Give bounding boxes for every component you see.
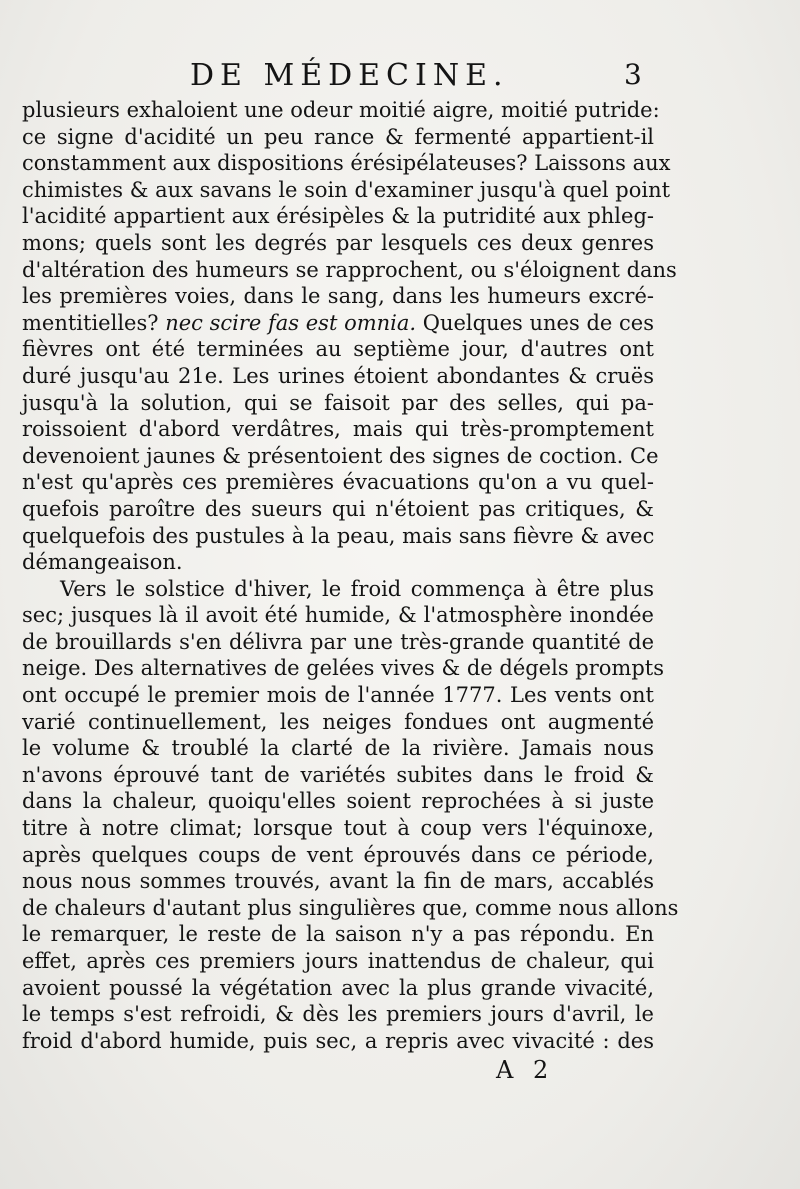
page-number: 3	[624, 58, 642, 91]
text-segment: mentitielles?	[22, 310, 159, 335]
text-line: duré jusqu'au 21e. Les urines étoient abondantes & cruës	[22, 363, 654, 388]
text-line: froid d'abord humide, puis sec, a repris avec vivacité : des	[22, 1028, 654, 1053]
text-line: le remarquer, le reste de la saison n'y a pas répondu. En	[22, 922, 654, 947]
text-line: ont occupé le premier mois de l'année 1777. Les vents ont	[22, 683, 654, 708]
text-line: dans la chaleur, quoiqu'elles soient reprochées à si juste	[22, 789, 654, 814]
text-line: n'avons éprouvé tant de variétés subites dans le froid &	[22, 762, 654, 787]
text-line: l'acidité appartient aux érésipèles & la putridité aux phleg-	[22, 204, 654, 229]
text-line: ce signe d'acidité un peu rance & fermenté appartient-il	[22, 124, 654, 149]
text-line: constamment aux dispositions érésipélateuses? Laissons aux	[22, 151, 671, 176]
text-line: les premières voies, dans le sang, dans les humeurs excré-	[22, 284, 654, 309]
text-line: chimistes & aux savans le soin d'examiner jusqu'à quel point	[22, 177, 671, 202]
text-line: mons; quels sont les degrés par lesquels ces deux genres	[22, 230, 654, 255]
text-line-mixed	[22, 310, 654, 337]
text-line: d'altération des humeurs se rapprochent, ou s'éloignent dans	[22, 257, 677, 282]
text-line: plusieurs exhaloient une odeur moitié aigre, moitié putride:	[22, 98, 660, 122]
text-line: quefois paroître des sueurs qui n'étoient pas critiques, &	[22, 496, 654, 521]
text-line: roissoient d'abord verdâtres, mais qui très-promptement	[22, 417, 654, 442]
text-line: neige. Des alternatives de gelées vives & de dégels prompts	[22, 656, 664, 681]
text-line: après quelques coups de vent éprouvés dans ce période,	[22, 842, 654, 867]
paragraph-start-line: Vers le solstice d'hiver, le froid commença à être plus	[60, 576, 654, 601]
text-line: n'est qu'après ces premières évacuations qu'on a vu quel-	[22, 470, 654, 495]
text-line: de chaleurs d'autant plus singulières que, comme nous allons	[22, 895, 679, 920]
text-line: le temps s'est refroidi, & dès les premiers jours d'avril, le	[22, 1002, 654, 1027]
text-line: sec; jusques là il avoit été humide, & l'atmosphère inondée	[22, 603, 654, 628]
text-segment: Quelques unes de ces	[422, 310, 654, 335]
text-line: démangeaison.	[22, 550, 183, 575]
running-title: DE MÉDECINE.	[190, 58, 509, 93]
text-line: varié continuellement, les neiges fondues ont augmenté	[22, 709, 654, 734]
text-line: titre à notre climat; lorsque tout à coup vers l'équinoxe,	[22, 816, 654, 841]
text-line: devenoient jaunes & présentoient des signes de coction. Ce	[22, 443, 659, 468]
text-line: quelquefois des pustules à la peau, mais sans fièvre & avec	[22, 523, 655, 548]
text-line: de brouillards s'en délivra par une très-grande quantité de	[22, 629, 654, 654]
signature-mark: A 2	[496, 1056, 555, 1084]
text-line: le volume & troublé la clarté de la rivière. Jamais nous	[22, 736, 654, 761]
text-line: avoient poussé la végétation avec la plus grande vivacité,	[22, 975, 654, 1000]
text-line: fièvres ont été terminées au septième jour, d'autres ont	[22, 337, 654, 362]
text-line: jusqu'à la solution, qui se faisoit par des selles, qui pa-	[22, 390, 654, 415]
body-text	[22, 97, 679, 1054]
text-line: nous nous sommes trouvés, avant la fin de mars, accablés	[22, 869, 654, 894]
text-line: effet, après ces premiers jours inattendus de chaleur, qui	[22, 949, 654, 973]
italic-quote: nec scire fas est omnia.	[165, 310, 417, 335]
page-header	[0, 58, 800, 98]
